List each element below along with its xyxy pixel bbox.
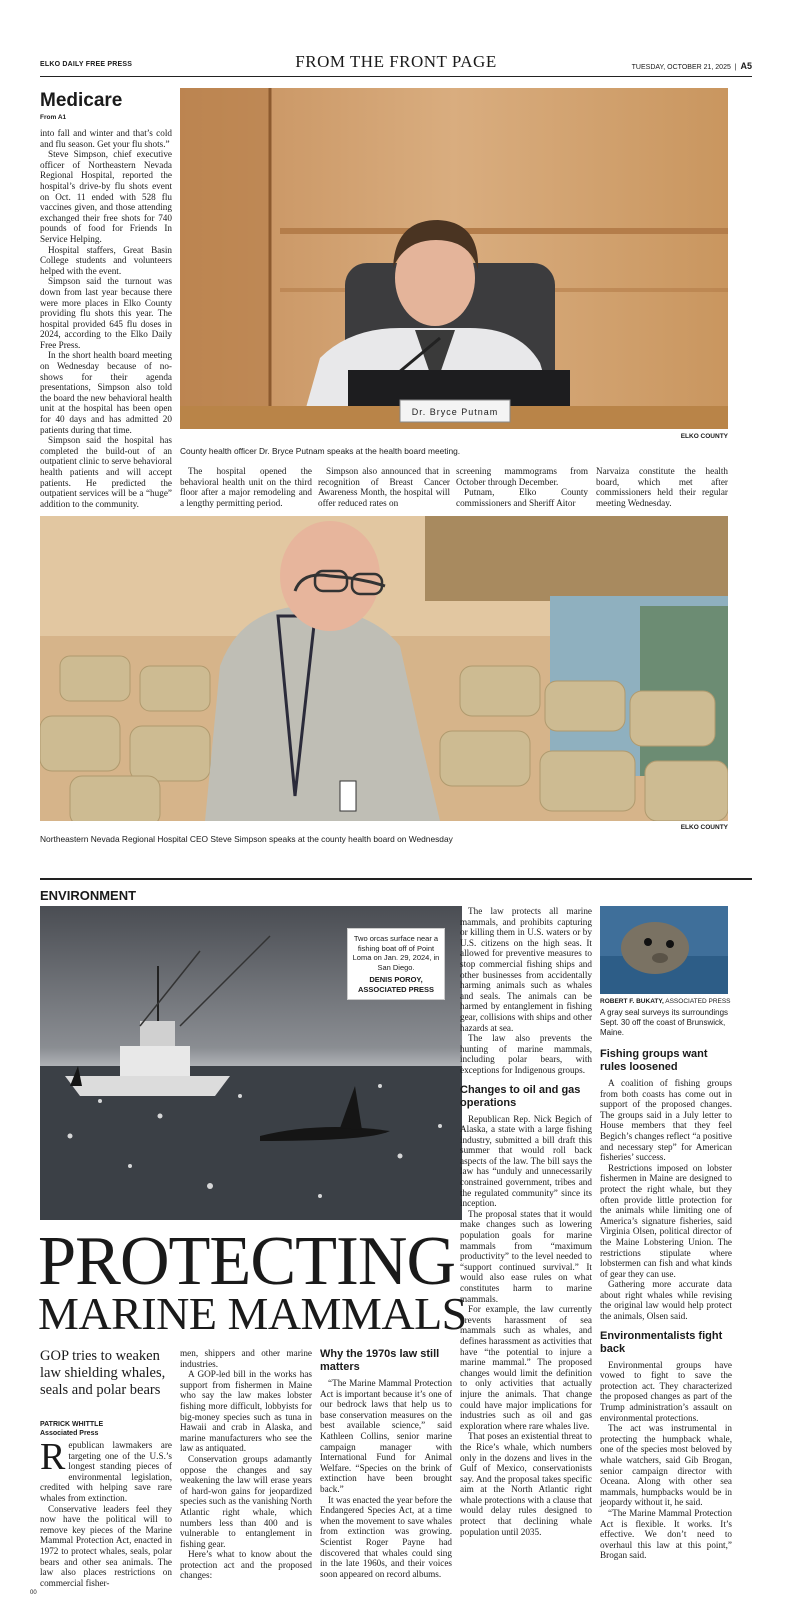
subhead: Fishing groups want rules loosened: [600, 1048, 708, 1073]
env-column-3: [320, 1348, 452, 1579]
paragraph: men, shippers and other marine industries.: [180, 1348, 312, 1369]
headline-line-1: PROTECTING: [38, 1223, 456, 1300]
orca-credit: DENIS POROY, ASSOCIATED PRESS: [357, 975, 435, 994]
page-header: [40, 52, 752, 77]
paragraph: Simpson said the hospital has completed the build-out of an outpatient clinic to serve behavioral health patients and will accept patients. He predicted the outpatient services will be a “huge” addition to the community.: [40, 435, 172, 509]
medicare-column-5: [596, 466, 728, 508]
seal-photo-illustration: [600, 906, 728, 994]
medicare-column-1: [40, 128, 172, 509]
env-column-4: [460, 906, 592, 1537]
medicare-column-3: [318, 466, 450, 508]
nameplate-text: Dr. Bryce Putnam: [411, 407, 499, 417]
paragraph: In the short health board meeting on Wednesday because of no-shows for their agenda presentations, Simpson also told the board the new behavioral health unit at the hospital has been open for 40 days and has admitted 20 patients during that time.: [40, 350, 172, 435]
orca-caption-box: [347, 928, 445, 1000]
date: TUESDAY, OCTOBER 21, 2025: [631, 64, 731, 71]
photo-caption: Northeastern Nevada Regional Hospital CEO Steve Simpson speaks at the county health board on Wednesday: [40, 834, 453, 844]
col5a-text: [600, 1078, 732, 1322]
paragraph: Steve Simpson, chief executive officer of Northeastern Nevada Regional Hospital, reported the hospital’s drive-by flu shots event on Oct. 11 ended with 528 flu vaccines given, and those attending exchanged their free shots for 740 pounds of food for Friends In Service Helping.: [40, 149, 172, 244]
date-page: TUESDAY, OCTOBER 21, 2025 | A5: [631, 61, 752, 71]
paragraph: Conservative leaders feel they now have the political will to remove key pieces of the Marine Mammal Protection Act, enacted in 1972 to protect whales, seals, polar bears and other sea animals. The law also places restrictions on commercial fisher-: [40, 1503, 172, 1588]
photo-simpson: [40, 516, 728, 821]
paragraph: “The Marine Mammal Protection Act is important because it’s one of our bedrock laws that help us to base conservation measures on the best available science,” said Kathleen Collins, senior marine campaign manager with International Fund for Animal Welfare. “Species on the brink of extinction have been brought back.”: [320, 1378, 452, 1494]
dropcap: R: [40, 1436, 66, 1478]
paragraph: Environmental groups have vowed to fight to save the protection act. They characterized the proposed changes as part of the Trump administration’s assault on environmental protections.: [600, 1359, 732, 1423]
jump-line: From A1: [40, 114, 67, 121]
col5b-text: [600, 1360, 732, 1561]
paragraph: Republican Rep. Nick Begich of Alaska, a state with a large fishing industry, submitted a bill draft this summer that would roll back aspects of the law. The bill says the law has “unduly and unnecessarily constrained government, tribes and the regulated community” since its inception.: [460, 1113, 592, 1209]
paper-name: ELKO DAILY FREE PRESS: [40, 61, 133, 68]
subhead: Environmentalists fight back: [600, 1329, 723, 1355]
orca-caption: Two orcas surface near a fishing boat off of Point Loma on Jan. 29, 2024, in San Diego.: [352, 934, 440, 972]
section-title: FROM THE FRONT PAGE: [295, 52, 497, 71]
paragraph: The proposal states that it would make changes such as lowering population goals for marine mammals from “maximum productivity” to the level needed to “support continued survival.” It would also ease rules on what constitutes harm to marine mammals.: [460, 1208, 592, 1304]
paragraph: “The Marine Mammal Protection Act is flexible. It works. It’s effective. We don’t need to overhaul this law at this point,” Brogan said.: [600, 1507, 732, 1561]
paragraph: A coalition of fishing groups from both coasts has come out in support of the proposed changes. The groups said in a July letter to House members that they feel Begich’s changes reflect “a positive and necessary step” for American fisheries’ success.: [600, 1078, 732, 1163]
paragraph: Gathering more accurate data about right whales while revising the original law would help protect the animals, Olsen said.: [600, 1279, 732, 1322]
deck: GOP tries to weaken law shielding whales, seals and polar bears: [40, 1348, 166, 1398]
env-column-2: [180, 1348, 312, 1581]
paragraph: The act was instrumental in protecting the humpback whale, one of the species most beloved by whale watchers, said Gib Brogan, senior campaign director with Oceana. Along with other sea mammals, humpbacks would be in jeopardy without it, he said.: [600, 1423, 732, 1508]
seal-credit-name: ROBERT F. BUKATY,: [600, 998, 664, 1005]
paragraph: into fall and winter and that’s cold and flu season. Get your flu shots.”: [40, 128, 172, 149]
subhead: Changes to oil and gas operations: [460, 1083, 581, 1109]
paragraph: Here’s what to know about the protection act and the proposed changes:: [180, 1549, 312, 1581]
col4a-text: [460, 906, 592, 1076]
paragraph: A GOP-led bill in the works has support from fishermen in Maine who say the law makes lobster fishing more difficult, lobbyists for big-money species such as tuna in Hawaii and crab in Alaska, and marine manufacturers who see the law as antiquated.: [180, 1369, 312, 1454]
story-title: Medicare: [40, 90, 123, 111]
paragraph: Restrictions imposed on lobster fishermen in Maine are designed to protect the right whale, but they often provide little protection for the animals while limiting one of America’s signature fisheries, said Virginia Olsen, political director of the Maine Lobstering Union. The restrictions stipulate where lobstermen can fish and what kinds of gear they can use.: [600, 1162, 732, 1279]
photo-putnam: [180, 88, 728, 429]
subhead: Why the 1970s law still matters: [320, 1348, 440, 1373]
paragraph: That poses an existential threat to the Rice’s whale, which numbers only in the dozens and lives in the Gulf of Mexico, conservationists say. And the proposal takes specific aim at the North Atlantic right whale protections with a clause that would delay rules designed to protect that declining whale population until 2035.: [460, 1431, 592, 1537]
simpson-photo-illustration: [40, 516, 728, 821]
paragraph: screening mammograms from October through December.: [456, 466, 588, 487]
headline-line-2: MARINE MAMMALS: [38, 1288, 467, 1339]
paragraph: It was enacted the year before the Endangered Species Act, at a time when the movement to save whales from extinction was growing. Scientist Roger Payne had discovered that whales could sing in the late 1960s, and their voices soon appeared on record albums.: [320, 1494, 452, 1579]
paragraph: Conservation groups adamantly oppose the changes and say weakening the law will erase years of hard-won gains for jeopardized species such as the vanishing North Atlantic right whale, which numbers less than 400 and is vulnerable to entanglement in fishing gear.: [180, 1453, 312, 1549]
paragraph: Hospital staffers, Great Basin College students and volunteers helped with the event.: [40, 244, 172, 276]
paragraph: The law also prevents the hunting of marine mammals, including polar bears, with exceptions for Indigenous groups.: [460, 1033, 592, 1075]
medicare-column-2: [180, 466, 312, 508]
paragraph: Narvaiza constitute the health board, which met after commissioners held their regular meeting Wednesday.: [596, 466, 728, 508]
photo-credit: ELKO COUNTY: [680, 433, 728, 440]
putnam-photo-illustration: [180, 88, 728, 429]
seal-credit: [600, 998, 732, 1006]
paragraph: Simpson also announced that in recognition of Breast Cancer Awareness Month, the hospital will offer reduced rates on: [318, 466, 450, 508]
photo-caption: County health officer Dr. Bryce Putnam speaks at the health board meeting.: [180, 446, 461, 456]
section-label: ENVIRONMENT: [40, 888, 137, 903]
env-column-1: [40, 1436, 172, 1588]
col3-text: [320, 1378, 452, 1579]
lede-text: epublican lawmakers are targeting one of the U.S.’s longest standing pieces of environmental legislation, credited with helping save rare whales from extinction.: [40, 1440, 172, 1503]
folio: 00: [30, 1590, 37, 1596]
medicare-column-4: [456, 466, 588, 508]
page-number: A5: [740, 61, 752, 71]
paragraph: The law protects all marine mammals, and prohibits capturing or killing them in U.S. waters or by U.S. citizens on the high seas. It allowed for preventive measures to stop commercial fishing ships and other businesses from accidentally harming animals such as whales and seals. The animals can be harmed by entanglement in fishing gear, collisions with ships and other hazards at sea.: [460, 906, 592, 1033]
section-rule: [40, 878, 752, 880]
seal-caption: A gray seal surveys its surroundings Sept. 30 off the coast of Brunswick, Maine.: [600, 1008, 729, 1037]
paragraph: Simpson said the turnout was down from last year because there were more places in Elko County providing flu shots this year. The hospital provided 645 flu doses in 2024, according to the Elko Daily Free Press.: [40, 276, 172, 350]
col4b-text: [460, 1114, 592, 1538]
paragraph: The hospital opened the behavioral health unit on the third floor after a major remodeling and a lengthy permitting period.: [180, 466, 312, 508]
byline-name: PATRICK WHITTLE: [40, 1421, 104, 1428]
lede-paragraph: [40, 1436, 172, 1504]
paragraph: Putnam, Elko County commissioners and Sheriff Aitor: [456, 487, 588, 508]
photo-seal: [600, 906, 728, 994]
photo-credit: ELKO COUNTY: [680, 824, 728, 831]
seal-credit-org: ASSOCIATED PRESS: [665, 998, 731, 1005]
paragraph: For example, the law currently prevents harassment of sea mammals such as whales, and defines harassment as activities that have “the potential to injure a marine mammal.” The proposed changes would limit the definition to only activities that actually injure the animals. That change could have major implications for industries such as oil and gas exploration where rare whales live.: [460, 1304, 592, 1431]
byline-org: Associated Press: [40, 1430, 99, 1437]
env-column-5: [600, 1048, 732, 1561]
